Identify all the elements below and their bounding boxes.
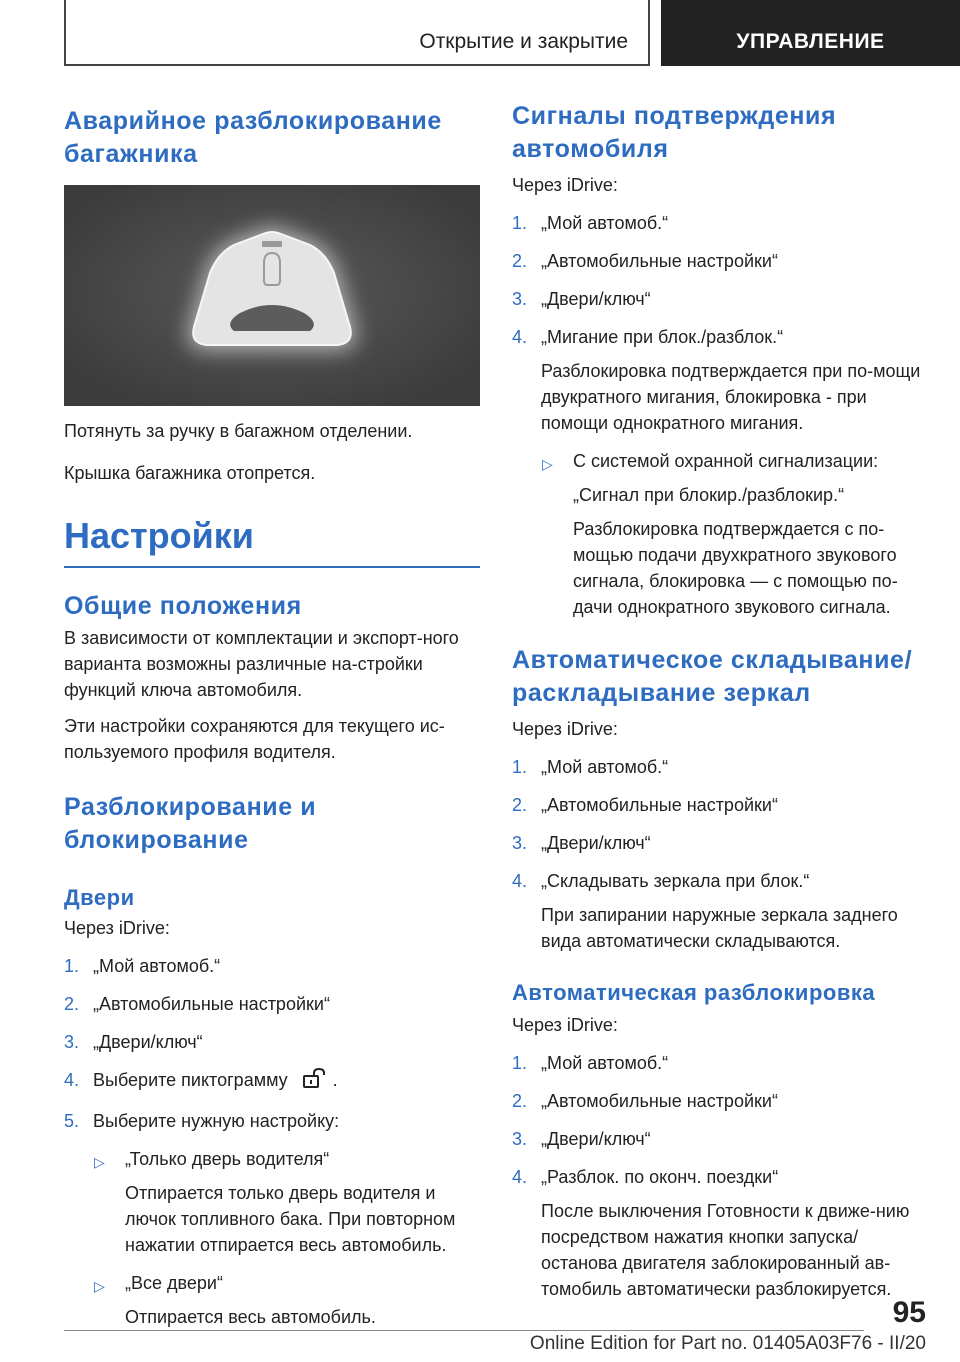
general-paragraph-2: Эти настройки сохраняются для текущего ис-пользуемого профиля водителя. (64, 716, 445, 762)
step-text: „Мой автомоб.“ (541, 757, 669, 777)
confirm-steps-list (512, 210, 924, 620)
list-item (64, 953, 480, 979)
list-item (512, 1126, 924, 1152)
step-text: „Двери/ключ“ (541, 1129, 651, 1149)
step-number: 4. (512, 1167, 528, 1187)
unlock-icon (301, 1067, 327, 1096)
confirm-via-idrive: Через iDrive: (512, 175, 618, 195)
doors-heading: Двери (64, 885, 135, 910)
step-number: 3. (64, 1032, 80, 1052)
header-chapter-title: УПРАВЛЕНИЕ (736, 30, 885, 53)
doors-steps-list (64, 953, 480, 1330)
header-section-title: Открытие и закрытие (419, 30, 628, 53)
step-number: 3. (512, 833, 528, 853)
footer-edition: Online Edition for Part no. 01405A03F76 - II/20 (529, 1333, 926, 1354)
list-item (64, 1029, 480, 1055)
step-number: 4. (512, 327, 528, 347)
option-text: Отпирается весь автомобиль. (125, 1307, 376, 1327)
confirm-note: Разблокировка подтверждается при по-мощи двукратного мигания, блокировка - при помощи однократного мигания. (541, 361, 921, 433)
right-column (512, 100, 924, 1302)
list-item (64, 991, 480, 1017)
list-item (512, 754, 924, 780)
step-text: Выберите пиктограмму (93, 1070, 288, 1090)
mirror-steps-list (512, 754, 924, 954)
page-number: 95 (892, 1296, 926, 1329)
alarm-title: С системой охранной сигнализации: (573, 451, 879, 471)
step-number: 3. (512, 289, 528, 309)
auto-steps-list (512, 1050, 924, 1302)
list-item (64, 1108, 480, 1330)
step-text: „Автомобильные настройки“ (541, 251, 778, 271)
option-title: „Только дверь водителя“ (125, 1149, 330, 1169)
footer-divider (64, 1330, 864, 1331)
general-heading: Общие положения (64, 592, 302, 620)
confirm-signals-heading: Сигналы подтверждения автомобиля (512, 102, 837, 163)
list-item (512, 286, 924, 312)
step-number: 1. (512, 1053, 528, 1073)
option-text: Отпирается только дверь водителя и лючок топливного бака. При повторном нажатии отпирается весь автомобиль. (125, 1183, 456, 1255)
option-all-doors (93, 1270, 480, 1330)
list-item (64, 1067, 480, 1096)
list-item (512, 1088, 924, 1114)
step-text: „Автомобильные настройки“ (541, 1091, 778, 1111)
triangle-bullet-icon: ▷ (94, 1154, 105, 1170)
auto-note: После выключения Готовности к движе-нию посредством нажатия кнопки запуска/останова двигателя заблокированный ав-томобиль автоматически разблокируется. (541, 1201, 910, 1299)
step-number: 2. (512, 1091, 528, 1111)
step-number: 1. (512, 213, 528, 233)
list-item (512, 1050, 924, 1076)
step-number: 3. (512, 1129, 528, 1149)
step-text: „Двери/ключ“ (93, 1032, 203, 1052)
step-text: „Двери/ключ“ (541, 289, 651, 309)
header-chapter-tab (661, 0, 960, 66)
lock-unlock-heading: Разблокирование и блокирование (64, 793, 317, 854)
step-text: „Мигание при блок./разблок.“ (541, 327, 784, 347)
mirror-via-idrive: Через iDrive: (512, 719, 618, 739)
step-number: 2. (512, 251, 528, 271)
step-text: Выберите нужную настройку: (93, 1111, 340, 1131)
step-text: „Разблок. по оконч. поездки“ (541, 1167, 779, 1187)
header-section-box (64, 0, 650, 66)
list-item (512, 830, 924, 856)
left-column (64, 100, 480, 1330)
settings-heading: Настройки (64, 514, 480, 568)
step-number: 1. (64, 956, 80, 976)
option-title: „Все двери“ (125, 1273, 223, 1293)
list-item (512, 792, 924, 818)
mirror-fold-heading: Автоматическое складывание/раскладывание зеркал (512, 646, 913, 707)
auto-unlock-heading: Автоматическая разблокировка (512, 980, 876, 1005)
list-item (512, 210, 924, 236)
doors-via-idrive: Через iDrive: (64, 918, 170, 938)
step-text: „Мой автомоб.“ (541, 1053, 669, 1073)
step-text: „Мой автомоб.“ (93, 956, 221, 976)
step-number: 2. (64, 994, 80, 1014)
step-4-end: . (332, 1070, 338, 1090)
triangle-bullet-icon: ▷ (542, 456, 553, 472)
step-text: „Мой автомоб.“ (541, 213, 669, 233)
general-paragraph-1: В зависимости от комплектации и экспорт-ного варианта возможны различные на-стройки функций ключа автомобиля. (64, 628, 459, 700)
step-number: 1. (512, 757, 528, 777)
step-text: „Двери/ключ“ (541, 833, 651, 853)
alarm-option (541, 448, 924, 620)
step-text: „Автомобильные настройки“ (93, 994, 330, 1014)
alarm-item: „Сигнал при блокир./разблокир.“ (573, 485, 845, 505)
trunk-release-result: Крышка багажника отопрется. (64, 463, 316, 483)
list-item (512, 324, 924, 620)
trunk-handle-photo (64, 185, 480, 406)
triangle-bullet-icon: ▷ (94, 1278, 105, 1294)
step-number: 2. (512, 795, 528, 815)
alarm-text: Разблокировка подтверждается с по-мощью подачи двухкратного звукового сигнала, блокировка — с помощью по-дачи однократного звукового сигнала. (573, 519, 898, 617)
step-text: „Автомобильные настройки“ (541, 795, 778, 815)
step-number: 4. (64, 1070, 80, 1090)
trunk-handle-illustration (64, 185, 480, 406)
option-driver-door (93, 1146, 480, 1258)
step-text: „Складывать зеркала при блок.“ (541, 871, 810, 891)
step-number: 4. (512, 871, 528, 891)
auto-via-idrive: Через iDrive: (512, 1015, 618, 1035)
mirror-note: При запирании наружные зеркала заднего вида автоматически складываются. (541, 905, 898, 951)
step-number: 5. (64, 1111, 80, 1131)
list-item (512, 868, 924, 954)
trunk-release-instruction: Потянуть за ручку в багажном отделении. (64, 421, 413, 441)
list-item (512, 248, 924, 274)
trunk-release-heading: Аварийное разблокирование багажника (64, 107, 442, 168)
list-item (512, 1164, 924, 1302)
